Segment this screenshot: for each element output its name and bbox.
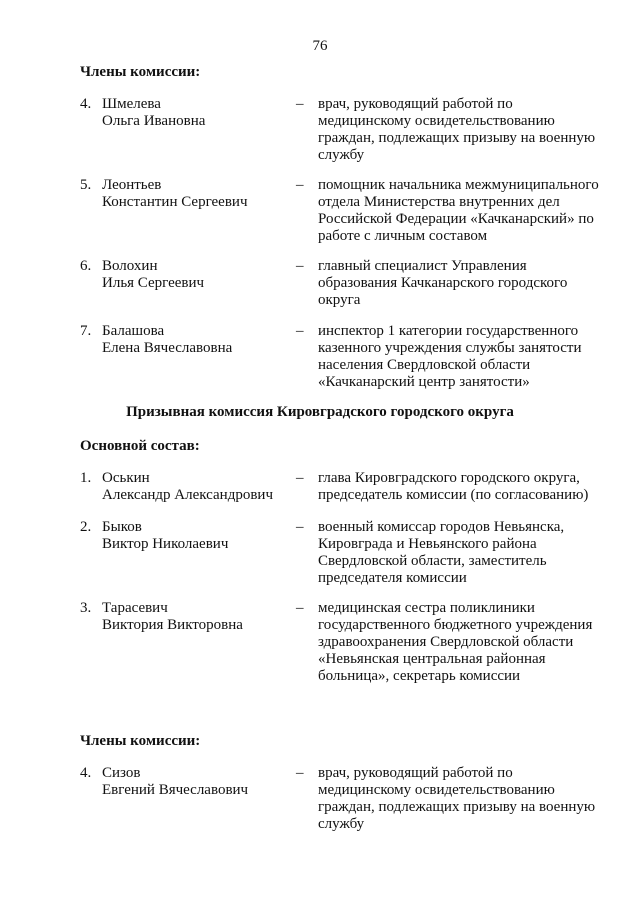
dash: – <box>296 519 304 535</box>
entry-number: 4. <box>80 96 92 112</box>
description-line: главный специалист Управления <box>318 258 527 274</box>
person-name <box>102 519 302 553</box>
name-line: Балашова <box>102 323 165 339</box>
position-description <box>318 323 608 391</box>
person-name <box>102 600 302 634</box>
entry-number: 5. <box>80 177 92 193</box>
description-line: инспектор 1 категории государственного <box>318 323 579 339</box>
description-line: граждан, подлежащих призыву на военную <box>318 799 596 815</box>
entry-number: 2. <box>80 519 92 535</box>
entry-number: 6. <box>80 258 92 274</box>
description-line: Кировграда и Невьянского района <box>318 536 537 552</box>
members-heading-2: Члены комиссии: <box>80 733 201 749</box>
description-line: «Невьянская центральная районная <box>318 651 546 667</box>
description-line: медицинская сестра поликлиники <box>318 600 535 616</box>
description-line: врач, руководящий работой по <box>318 96 513 112</box>
name-line: Тарасевич <box>102 600 168 616</box>
description-line: службу <box>318 816 365 832</box>
name-line: Виктория Викторовна <box>102 617 243 633</box>
description-line: граждан, подлежащих призыву на военную <box>318 130 596 146</box>
description-line: военный комиссар городов Невьянска, <box>318 519 565 535</box>
description-line: Свердловской области, заместитель <box>318 553 547 569</box>
name-line: Леонтьев <box>102 177 162 193</box>
dash: – <box>296 600 304 616</box>
name-line: Евгений Вячеславович <box>102 782 249 798</box>
members-heading-1: Члены комиссии: <box>80 64 201 80</box>
description-line: «Качканарский центр занятости» <box>318 374 530 390</box>
person-name <box>102 765 302 799</box>
position-description <box>318 519 608 587</box>
position-description <box>318 600 608 685</box>
main-composition-heading: Основной состав: <box>80 438 200 454</box>
name-line: Быков <box>102 519 142 535</box>
position-description <box>318 177 608 245</box>
description-line: врач, руководящий работой по <box>318 765 513 781</box>
description-line: службу <box>318 147 365 163</box>
name-line: Ольга Ивановна <box>102 113 206 129</box>
description-line: помощник начальника межмуниципального <box>318 177 599 193</box>
name-line: Константин Сергеевич <box>102 194 248 210</box>
name-line: Александр Александрович <box>102 487 273 503</box>
dash: – <box>296 96 304 112</box>
dash: – <box>296 323 304 339</box>
name-line: Оськин <box>102 470 150 486</box>
description-line: больница», секретарь комиссии <box>318 668 521 684</box>
person-name <box>102 258 302 292</box>
description-line: казенного учреждения службы занятости <box>318 340 582 356</box>
commission-title: Призывная комиссия Кировградского городского округа <box>126 404 514 420</box>
dash: – <box>296 177 304 193</box>
entry-number: 1. <box>80 470 92 486</box>
description-line: государственного бюджетного учреждения <box>318 617 593 633</box>
description-line: глава Кировградского городского округа, <box>318 470 580 486</box>
description-line: отдела Министерства внутренних дел <box>318 194 560 210</box>
description-line: населения Свердловской области <box>318 357 531 373</box>
description-line: медицинскому освидетельствованию <box>318 782 555 798</box>
entry-number: 3. <box>80 600 92 616</box>
name-line: Виктор Николаевич <box>102 536 229 552</box>
name-line: Елена Вячеславовна <box>102 340 233 356</box>
description-line: председателя комиссии <box>318 570 467 586</box>
name-line: Волохин <box>102 258 158 274</box>
description-line: Российской Федерации «Качканарский» по <box>318 211 594 227</box>
description-line: председатель комиссии (по согласованию) <box>318 487 589 503</box>
entry-number: 7. <box>80 323 92 339</box>
description-line: образования Качканарского городского <box>318 275 568 291</box>
position-description <box>318 96 608 164</box>
position-description <box>318 765 608 833</box>
person-name <box>102 96 302 130</box>
entry-number: 4. <box>80 765 92 781</box>
description-line: медицинскому освидетельствованию <box>318 113 555 129</box>
dash: – <box>296 470 304 486</box>
position-description <box>318 470 608 504</box>
dash: – <box>296 765 304 781</box>
person-name <box>102 177 302 211</box>
description-line: округа <box>318 292 361 308</box>
description-line: здравоохранения Свердловской области <box>318 634 574 650</box>
person-name <box>102 323 302 357</box>
name-line: Сизов <box>102 765 141 781</box>
name-line: Шмелева <box>102 96 161 112</box>
person-name <box>102 470 302 504</box>
page-number: 76 <box>312 38 328 54</box>
description-line: работе с личным составом <box>318 228 488 244</box>
name-line: Илья Сергеевич <box>102 275 205 291</box>
position-description <box>318 258 608 309</box>
dash: – <box>296 258 304 274</box>
